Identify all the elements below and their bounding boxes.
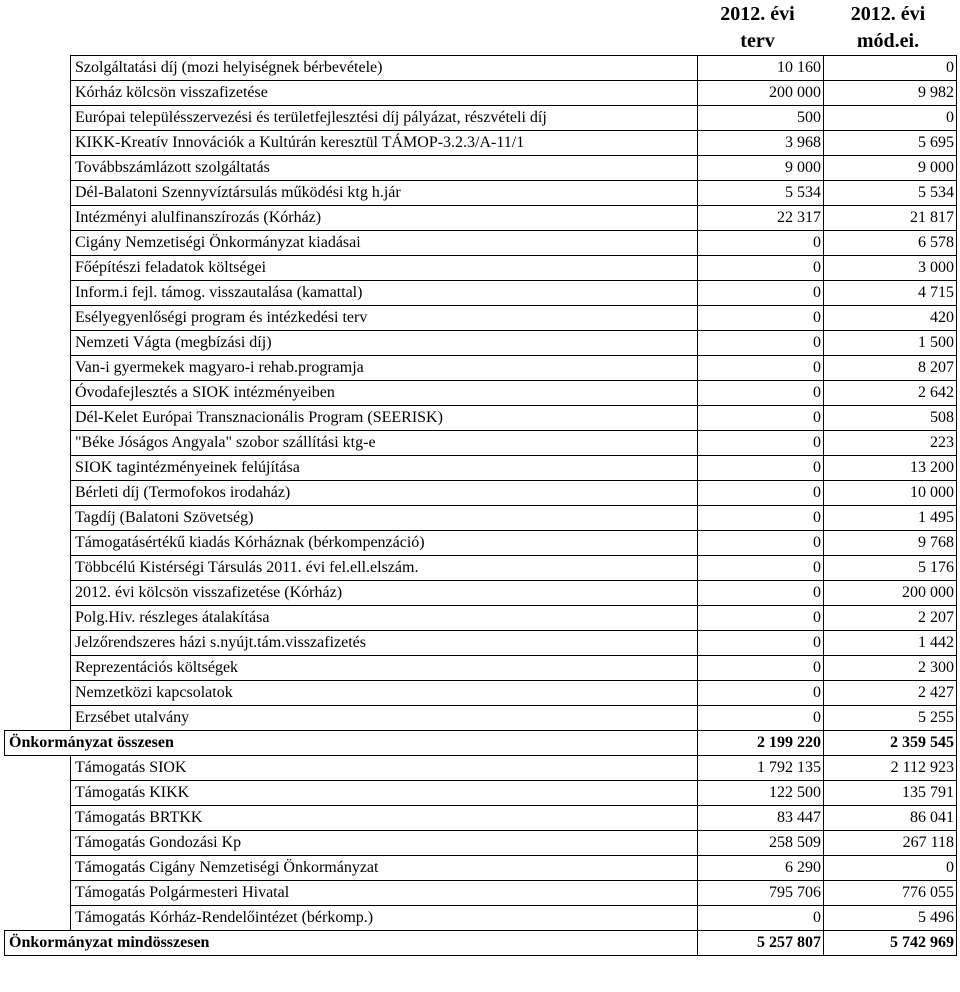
row-label: Inform.i fejl. támog. visszautalása (kamattal) <box>71 281 698 306</box>
table-row <box>5 581 957 606</box>
row-label: Európai településszervezési és területfejlesztési díj pályázat, részvételi díj <box>71 106 698 131</box>
modified-value: 86 041 <box>824 806 957 831</box>
row-label: Támogatás Polgármesteri Hivatal <box>71 881 698 906</box>
modified-value: 6 578 <box>824 231 957 256</box>
modified-value: 2 300 <box>824 656 957 681</box>
modified-value: 5 695 <box>824 131 957 156</box>
table-row <box>5 906 957 931</box>
plan-value: 0 <box>698 506 824 531</box>
row-label: Cigány Nemzetiségi Önkormányzat kiadásai <box>71 231 698 256</box>
row-label: Támogatásértékű kiadás Kórháznak (bérkompenzáció) <box>71 531 698 556</box>
plan-value: 9 000 <box>698 156 824 181</box>
indent-gap <box>5 281 71 306</box>
plan-value: 0 <box>698 631 824 656</box>
plan-value: 0 <box>698 556 824 581</box>
table-row <box>5 81 957 106</box>
modified-value: 0 <box>824 856 957 881</box>
indent-gap <box>5 781 71 806</box>
indent-gap <box>5 556 71 581</box>
table-row <box>5 856 957 881</box>
table-row <box>5 481 957 506</box>
total-row <box>5 731 957 756</box>
indent-gap <box>5 356 71 381</box>
modified-value: 2 112 923 <box>824 756 957 781</box>
plan-value: 0 <box>698 381 824 406</box>
plan-value: 795 706 <box>698 881 824 906</box>
table-row <box>5 206 957 231</box>
modified-value: 8 207 <box>824 356 957 381</box>
table-row <box>5 831 957 856</box>
plan-value: 0 <box>698 256 824 281</box>
indent-gap <box>5 456 71 481</box>
row-label: Főépítészi feladatok költségei <box>71 256 698 281</box>
table-row <box>5 256 957 281</box>
row-label: Támogatás Cigány Nemzetiségi Önkormányzat <box>71 856 698 881</box>
plan-value: 0 <box>698 431 824 456</box>
modified-value: 13 200 <box>824 456 957 481</box>
indent-gap <box>5 606 71 631</box>
table-row <box>5 606 957 631</box>
indent-gap <box>5 506 71 531</box>
indent-gap <box>5 331 71 356</box>
indent-gap <box>5 381 71 406</box>
indent-gap <box>5 581 71 606</box>
plan-value: 0 <box>698 606 824 631</box>
modified-value: 21 817 <box>824 206 957 231</box>
modified-value: 135 791 <box>824 781 957 806</box>
budget-table-body <box>5 56 957 956</box>
row-label: Támogatás SIOK <box>71 756 698 781</box>
indent-gap <box>5 856 71 881</box>
table-row <box>5 456 957 481</box>
table-row <box>5 231 957 256</box>
plan-value: 0 <box>698 906 824 931</box>
plan-value: 0 <box>698 656 824 681</box>
row-label: Bérleti díj (Termofokos irodaház) <box>71 481 698 506</box>
row-label: Tagdíj (Balatoni Szövetség) <box>71 506 698 531</box>
indent-gap <box>5 656 71 681</box>
indent-gap <box>5 531 71 556</box>
plan-value: 0 <box>698 531 824 556</box>
plan-value: 0 <box>698 681 824 706</box>
plan-value: 0 <box>698 456 824 481</box>
table-row <box>5 431 957 456</box>
row-label: Támogatás Gondozási Kp <box>71 831 698 856</box>
table-row <box>5 556 957 581</box>
row-label: "Béke Jóságos Angyala" szobor szállítási ktg-e <box>71 431 698 456</box>
modified-value: 2 427 <box>824 681 957 706</box>
modified-value: 5 255 <box>824 706 957 731</box>
table-row <box>5 631 957 656</box>
row-label: Nemzeti Vágta (megbízási díj) <box>71 331 698 356</box>
table-row <box>5 406 957 431</box>
table-row <box>5 356 957 381</box>
modified-value: 3 000 <box>824 256 957 281</box>
plan-value: 6 290 <box>698 856 824 881</box>
plan-value: 0 <box>698 306 824 331</box>
budget-table <box>4 55 957 956</box>
row-label: Reprezentációs költségek <box>71 656 698 681</box>
indent-gap <box>5 431 71 456</box>
modified-value: 1 442 <box>824 631 957 656</box>
row-label: Polg.Hiv. részleges átalakítása <box>71 606 698 631</box>
table-row <box>5 756 957 781</box>
row-label: KIKK-Kreatív Innovációk a Kultúrán keresztül TÁMOP-3.2.3/A-11/1 <box>71 131 698 156</box>
modified-value: 200 000 <box>824 581 957 606</box>
table-row <box>5 681 957 706</box>
plan-value: 122 500 <box>698 781 824 806</box>
indent-gap <box>5 881 71 906</box>
row-label: Nemzetközi kapcsolatok <box>71 681 698 706</box>
modified-value: 5 742 969 <box>824 931 957 956</box>
modified-value: 2 359 545 <box>824 731 957 756</box>
table-row <box>5 131 957 156</box>
plan-value: 0 <box>698 281 824 306</box>
plan-value: 3 968 <box>698 131 824 156</box>
indent-gap <box>5 81 71 106</box>
table-row <box>5 381 957 406</box>
plan-value: 0 <box>698 231 824 256</box>
column-header-modified-line1: 2012. évi <box>850 3 926 25</box>
modified-value: 5 176 <box>824 556 957 581</box>
row-label: Van-i gyermekek magyaro-i rehab.programja <box>71 356 698 381</box>
row-label: Esélyegyenlőségi program és intézkedési terv <box>71 306 698 331</box>
indent-gap <box>5 156 71 181</box>
column-header-plan <box>695 1 820 55</box>
indent-gap <box>5 231 71 256</box>
table-row <box>5 781 957 806</box>
indent-gap <box>5 181 71 206</box>
plan-value: 200 000 <box>698 81 824 106</box>
plan-value: 22 317 <box>698 206 824 231</box>
table-row <box>5 181 957 206</box>
row-label: Továbbszámlázott szolgáltatás <box>71 156 698 181</box>
plan-value: 5 534 <box>698 181 824 206</box>
row-label: Támogatás BRTKK <box>71 806 698 831</box>
row-label: Többcélú Kistérségi Társulás 2011. évi fel.ell.elszám. <box>71 556 698 581</box>
indent-gap <box>5 131 71 156</box>
indent-gap <box>5 906 71 931</box>
table-row <box>5 56 957 81</box>
indent-gap <box>5 256 71 281</box>
modified-value: 5 534 <box>824 181 957 206</box>
plan-value: 0 <box>698 331 824 356</box>
column-header-plan-line2: terv <box>740 30 775 52</box>
column-header-modified-line2: mód.ei. <box>856 30 920 52</box>
indent-gap <box>5 831 71 856</box>
row-label: 2012. évi kölcsön visszafizetése (Kórház) <box>71 581 698 606</box>
modified-value: 10 000 <box>824 481 957 506</box>
table-row <box>5 331 957 356</box>
row-label: Óvodafejlesztés a SIOK intézményeiben <box>71 381 698 406</box>
row-label: Kórház kölcsön visszafizetése <box>71 81 698 106</box>
row-label: Jelzőrendszeres házi s.nyújt.tám.visszafizetés <box>71 631 698 656</box>
row-label: Szolgáltatási díj (mozi helyiségnek bérbevétele) <box>71 56 698 81</box>
plan-value: 5 257 807 <box>698 931 824 956</box>
table-row <box>5 506 957 531</box>
modified-value: 9 000 <box>824 156 957 181</box>
table-row <box>5 706 957 731</box>
column-header-plan-line1: 2012. évi <box>720 3 795 25</box>
row-label: Dél-Balatoni Szennyvíztársulás működési ktg h.jár <box>71 181 698 206</box>
plan-value: 10 160 <box>698 56 824 81</box>
table-row <box>5 881 957 906</box>
modified-value: 2 207 <box>824 606 957 631</box>
indent-gap <box>5 206 71 231</box>
table-row <box>5 806 957 831</box>
table-row <box>5 156 957 181</box>
total-row <box>5 931 957 956</box>
table-row <box>5 281 957 306</box>
table-row <box>5 656 957 681</box>
indent-gap <box>5 406 71 431</box>
modified-value: 267 118 <box>824 831 957 856</box>
indent-gap <box>5 481 71 506</box>
modified-value: 4 715 <box>824 281 957 306</box>
table-header <box>0 0 960 55</box>
modified-value: 0 <box>824 106 957 131</box>
plan-value: 0 <box>698 581 824 606</box>
modified-value: 223 <box>824 431 957 456</box>
column-header-modified <box>828 1 948 55</box>
table-row <box>5 531 957 556</box>
row-label: Támogatás KIKK <box>71 781 698 806</box>
modified-value: 776 055 <box>824 881 957 906</box>
modified-value: 1 500 <box>824 331 957 356</box>
plan-value: 83 447 <box>698 806 824 831</box>
modified-value: 508 <box>824 406 957 431</box>
row-label: Intézményi alulfinanszírozás (Kórház) <box>71 206 698 231</box>
plan-value: 500 <box>698 106 824 131</box>
modified-value: 9 768 <box>824 531 957 556</box>
row-label: Támogatás Kórház-Rendelőintézet (bérkomp.) <box>71 906 698 931</box>
table-row <box>5 106 957 131</box>
indent-gap <box>5 306 71 331</box>
indent-gap <box>5 56 71 81</box>
row-label: SIOK tagintézményeinek felújítása <box>71 456 698 481</box>
total-label: Önkormányzat mindösszesen <box>5 931 698 956</box>
indent-gap <box>5 756 71 781</box>
modified-value: 0 <box>824 56 957 81</box>
modified-value: 420 <box>824 306 957 331</box>
plan-value: 258 509 <box>698 831 824 856</box>
row-label: Erzsébet utalvány <box>71 706 698 731</box>
plan-value: 0 <box>698 706 824 731</box>
modified-value: 1 495 <box>824 506 957 531</box>
modified-value: 5 496 <box>824 906 957 931</box>
indent-gap <box>5 706 71 731</box>
modified-value: 9 982 <box>824 81 957 106</box>
total-label: Önkormányzat összesen <box>5 731 698 756</box>
plan-value: 1 792 135 <box>698 756 824 781</box>
plan-value: 0 <box>698 356 824 381</box>
plan-value: 0 <box>698 406 824 431</box>
row-label: Dél-Kelet Európai Transznacionális Program (SEERISK) <box>71 406 698 431</box>
table-row <box>5 306 957 331</box>
modified-value: 2 642 <box>824 381 957 406</box>
plan-value: 2 199 220 <box>698 731 824 756</box>
indent-gap <box>5 806 71 831</box>
indent-gap <box>5 681 71 706</box>
plan-value: 0 <box>698 481 824 506</box>
indent-gap <box>5 631 71 656</box>
indent-gap <box>5 106 71 131</box>
